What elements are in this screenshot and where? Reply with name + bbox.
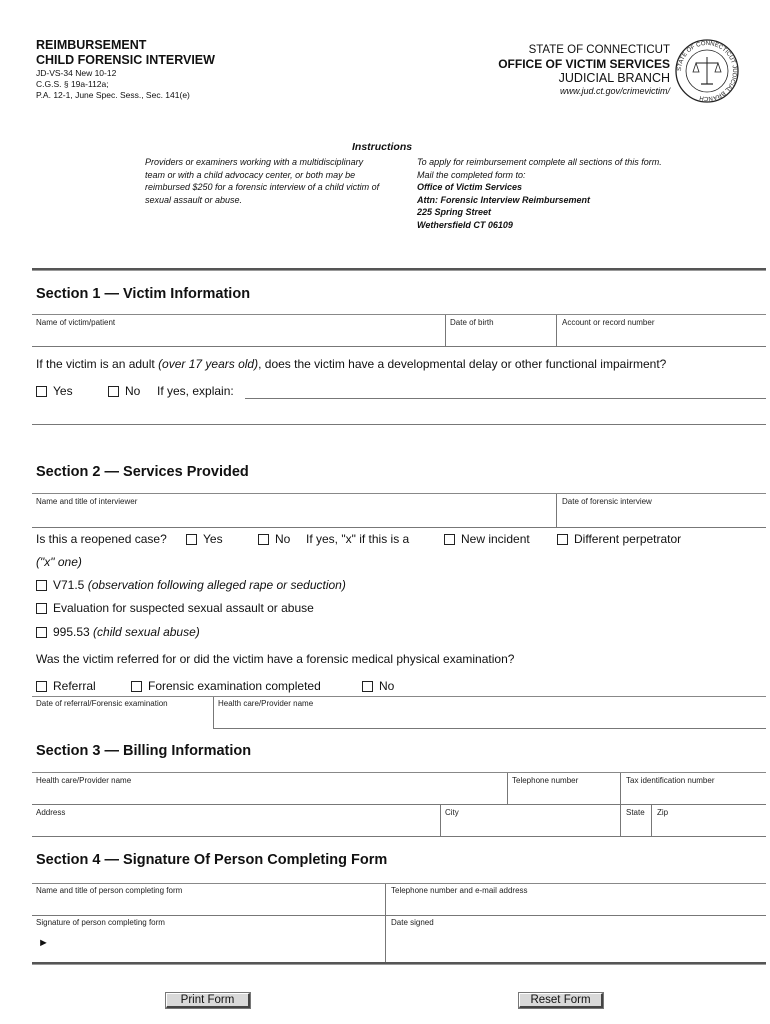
field-bottom-rule — [32, 346, 766, 347]
address-input[interactable] — [36, 806, 438, 836]
divider — [32, 314, 766, 315]
exam-provider-input[interactable] — [215, 698, 764, 728]
field-divider — [620, 805, 621, 836]
exam-completed-option: Forensic examination completed — [131, 679, 321, 693]
adult-impairment-question: If the victim is an adult (over 17 years old), does the victim have a developmental delay or other functional impairment? — [36, 357, 667, 371]
city-input[interactable] — [442, 806, 618, 836]
field-divider — [385, 884, 386, 963]
form-header-left — [36, 38, 215, 101]
section4-title: Section 4 — Signature Of Person Completing Form — [36, 852, 388, 868]
mail-address-line2: Attn: Forensic Interview Reimbursement — [417, 194, 591, 205]
billing-phone-label: Telephone number — [512, 776, 579, 785]
office-name: OFFICE OF VICTIM SERVICES — [498, 57, 670, 71]
divider — [32, 883, 766, 884]
evaluation-option: Evaluation for suspected sexual assault or abuse — [36, 601, 314, 615]
branch-name: JUDICIAL BRANCH — [558, 71, 670, 85]
reopened-yes-option: Yes — [186, 532, 223, 546]
exam-no-option: No — [362, 679, 394, 693]
reopened-no-checkbox[interactable] — [258, 534, 269, 545]
different-perpetrator-option: Different perpetrator — [557, 532, 681, 546]
instructions-right — [417, 156, 667, 231]
completer-phone-label: Telephone number and e-mail address — [391, 886, 528, 895]
state-name: STATE OF CONNECTICUT — [528, 44, 670, 56]
form-title-line1: REIMBURSEMENT — [36, 38, 147, 52]
exam-completed-checkbox[interactable] — [131, 681, 142, 692]
field-divider — [507, 773, 508, 804]
form-header-right — [498, 44, 670, 98]
date-signed-label: Date signed — [391, 918, 434, 927]
new-incident-option: New incident — [444, 532, 530, 546]
impairment-no-option: No — [108, 384, 140, 398]
tax-id-input[interactable] — [622, 774, 764, 803]
state-input[interactable] — [622, 806, 649, 836]
field-bottom-rule — [32, 836, 766, 837]
judicial-seal-icon — [674, 38, 740, 104]
state-label: State — [626, 808, 645, 817]
v71-option: V71.5 (observation following alleged rape or seduction) — [36, 578, 346, 592]
reopened-no-option: No — [258, 532, 290, 546]
if-yes-label: If yes, "x" if this is a — [306, 532, 410, 546]
dob-input[interactable] — [447, 316, 555, 346]
v71-checkbox[interactable] — [36, 580, 47, 591]
interviewer-input[interactable] — [36, 495, 554, 527]
mail-address-line1: Office of Victim Services — [417, 182, 523, 192]
instructions-title: Instructions — [352, 141, 413, 153]
reopened-question: Is this a reopened case? — [36, 532, 167, 546]
referral-date-label: Date of referral/Forensic examination — [36, 699, 168, 708]
field-bottom-rule — [32, 804, 766, 805]
interview-date-input[interactable] — [558, 495, 764, 527]
zip-input[interactable] — [653, 806, 764, 836]
divider — [32, 772, 766, 773]
svg-text:STATE OF CONNECTICUT JUDICIAL: STATE OF CONNECTICUT JUDICIAL BRANCH — [676, 40, 738, 102]
tax-id-label: Tax identification number — [626, 776, 715, 785]
field-bottom-rule — [32, 915, 766, 916]
field-divider — [556, 494, 557, 527]
referral-checkbox[interactable] — [36, 681, 47, 692]
signature-arrow-icon: ► — [38, 937, 49, 949]
field-divider — [445, 315, 446, 346]
completer-name-input[interactable] — [36, 885, 383, 914]
new-incident-checkbox[interactable] — [444, 534, 455, 545]
explain-input-line2[interactable] — [32, 424, 766, 425]
field-divider — [213, 697, 214, 729]
impairment-yes-option: Yes — [36, 384, 73, 398]
x-one-note: ("x" one) — [36, 555, 82, 569]
instructions-mail-intro: To apply for reimbursement complete all sections of this form. Mail the completed form to: — [417, 157, 662, 180]
address-label: Address — [36, 808, 66, 817]
section2-title: Section 2 — Services Provided — [36, 464, 249, 480]
impairment-yes-checkbox[interactable] — [36, 386, 47, 397]
completer-phone-input[interactable] — [387, 885, 764, 914]
referral-option: Referral — [36, 679, 96, 693]
interview-date-label: Date of forensic interview — [562, 497, 652, 506]
divider — [32, 962, 766, 965]
victim-name-label: Name of victim/patient — [36, 318, 116, 327]
code-99553-checkbox[interactable] — [36, 627, 47, 638]
interviewer-label: Name and title of interviewer — [36, 497, 138, 506]
explain-input[interactable] — [245, 398, 766, 399]
reset-form-button[interactable]: Reset Form — [519, 993, 603, 1008]
zip-label: Zip — [657, 808, 669, 817]
evaluation-checkbox[interactable] — [36, 603, 47, 614]
field-divider — [651, 805, 652, 836]
impairment-no-checkbox[interactable] — [108, 386, 119, 397]
form-id: JD-VS-34 New 10-12 — [36, 68, 117, 78]
billing-phone-input[interactable] — [509, 774, 618, 803]
different-perpetrator-checkbox[interactable] — [557, 534, 568, 545]
billing-provider-input[interactable] — [36, 774, 505, 803]
form-title-line2: CHILD FORENSIC INTERVIEW — [36, 53, 215, 67]
field-bottom-rule — [213, 728, 766, 729]
city-label: City — [445, 808, 459, 817]
statute-line1: C.G.S. § 19a-112a; — [36, 79, 109, 89]
mail-address-line3: 225 Spring Street — [417, 207, 492, 217]
billing-provider-label: Health care/Provider name — [36, 776, 132, 785]
mail-address-line4: Wethersfield CT 06109 — [417, 219, 513, 230]
account-input[interactable] — [558, 316, 764, 346]
divider — [32, 493, 766, 494]
section1-title: Section 1 — Victim Information — [36, 286, 251, 302]
exam-provider-label: Health care/Provider name — [218, 699, 314, 708]
instructions-left-text: Providers or examiners working with a multidisciplinary team or with a child advocacy center, or both may be reimbursed $250 for a forensic interview of a child victim of sexual assault or abuse. — [145, 157, 380, 205]
field-divider — [556, 315, 557, 346]
field-bottom-rule — [32, 527, 766, 528]
referral-date-input[interactable] — [36, 698, 211, 728]
statute-line2: P.A. 12-1, June Spec. Sess., Sec. 141(e) — [36, 90, 190, 100]
divider — [32, 696, 766, 697]
date-signed-input[interactable] — [387, 917, 764, 961]
exam-referral-question: Was the victim referred for or did the victim have a forensic medical physical examination? — [36, 652, 515, 666]
signature-input[interactable] — [52, 917, 383, 961]
completer-name-label: Name and title of person completing form — [36, 886, 183, 895]
print-form-button[interactable]: Print Form — [166, 993, 250, 1008]
dob-label: Date of birth — [450, 318, 494, 327]
website-url: www.jud.ct.gov/crimevictim/ — [559, 86, 670, 96]
signature-label: Signature of person completing form — [36, 918, 165, 927]
field-divider — [620, 773, 621, 804]
account-label: Account or record number — [562, 318, 655, 327]
victim-name-input[interactable] — [36, 316, 444, 346]
explain-label: If yes, explain: — [157, 384, 234, 398]
reopened-yes-checkbox[interactable] — [186, 534, 197, 545]
exam-no-checkbox[interactable] — [362, 681, 373, 692]
divider — [32, 268, 766, 271]
field-divider — [440, 805, 441, 836]
section3-title: Section 3 — Billing Information — [36, 743, 252, 759]
code-99553-option: 995.53 (child sexual abuse) — [36, 625, 200, 639]
